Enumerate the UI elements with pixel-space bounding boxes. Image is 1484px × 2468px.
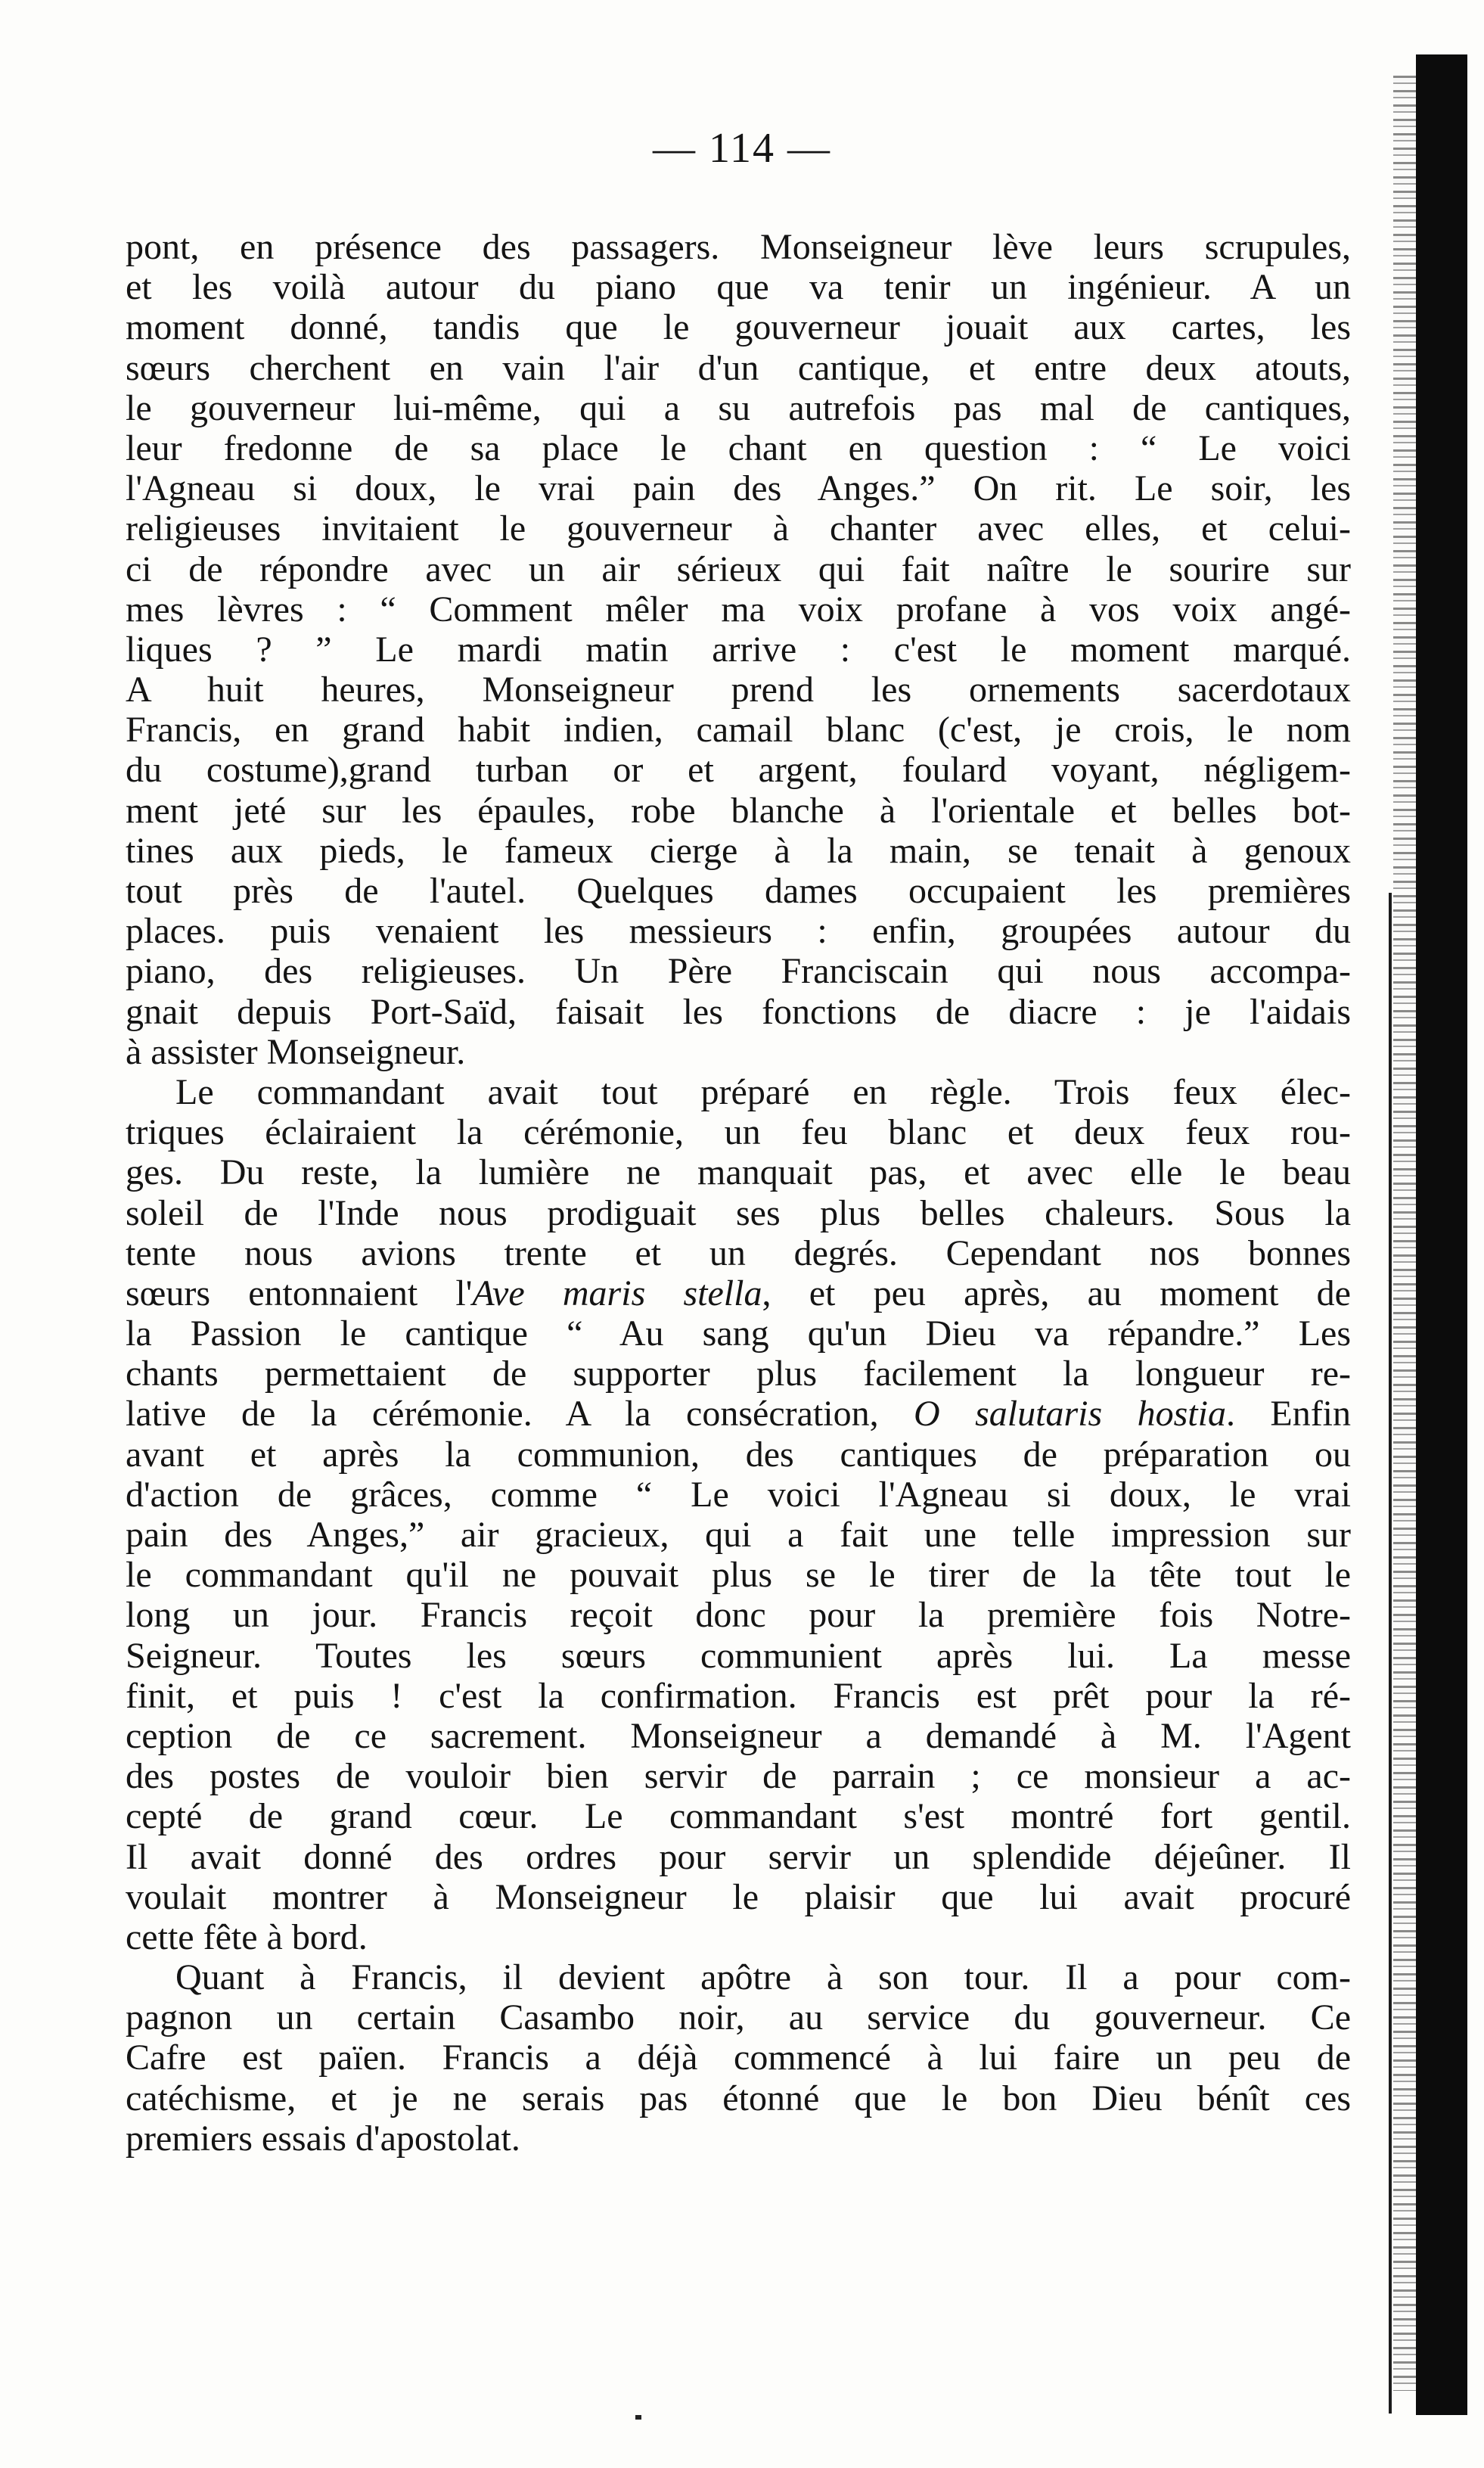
- body-text: [126, 227, 1351, 2159]
- text-line: cette fête à bord.: [126, 1916, 368, 1957]
- text-line: tines aux pieds, le fameux cierge à la main, se tenait à genoux: [126, 830, 1351, 871]
- paragraph: [126, 1072, 1351, 1957]
- text-line: leur fredonne de sa place le chant en question : “ Le voici: [126, 427, 1351, 468]
- page-number: — 114 —: [653, 125, 831, 172]
- text-line: l'Agneau si doux, le vrai pain des Anges.” On rit. Le soir, les: [126, 468, 1351, 509]
- text-line: ment jeté sur les épaules, robe blanche à l'orientale et belles bot-: [126, 790, 1351, 831]
- text-line: finit, et puis ! c'est la confirmation. Francis est prêt pour la ré-: [126, 1675, 1351, 1716]
- text-line: religieuses invitaient le gouverneur à chanter avec elles, et celui-: [126, 508, 1351, 549]
- text-line: gnait depuis Port-Saïd, faisait les fonctions de diacre : je l'aidais: [126, 991, 1351, 1032]
- paragraph: [126, 1957, 1351, 2159]
- text-line: premiers essais d'apostolat.: [126, 2118, 520, 2159]
- text-line: Quant à Francis, il devient apôtre à son tour. Il a pour com-: [175, 1957, 1351, 1998]
- text-line: mes lèvres : “ Comment mêler ma voix profane à vos voix angé-: [126, 589, 1351, 629]
- printer-mark: [635, 2415, 641, 2420]
- text-line: triques éclairaient la cérémonie, un feu blanc et deux feux rou-: [126, 1112, 1351, 1153]
- text-line: long un jour. Francis reçoit donc pour la première fois Notre-: [126, 1595, 1351, 1636]
- text-line: tout près de l'autel. Quelques dames occupaient les premières: [126, 871, 1351, 911]
- text-line: liques ? ” Le mardi matin arrive : c'est le moment marqué.: [126, 629, 1351, 670]
- text-line: le gouverneur lui-même, qui a su autrefois pas mal de cantiques,: [126, 387, 1351, 428]
- text-line: pont, en présence des passagers. Monseigneur lève leurs scrupules,: [126, 227, 1351, 267]
- text-line: ception de ce sacrement. Monseigneur a demandé à M. l'Agent: [126, 1715, 1351, 1756]
- text-line: voulait montrer à Monseigneur le plaisir que lui avait procuré: [126, 1876, 1351, 1917]
- text-line: ci de répondre avec un air sérieux qui fait naître le sourire sur: [126, 549, 1351, 589]
- text-line: catéchisme, et je ne serais pas étonné que le bon Dieu bénît ces: [126, 2078, 1351, 2118]
- text-line: pagnon un certain Casambo noir, au service du gouverneur. Ce: [126, 1997, 1351, 2038]
- text-line: Il avait donné des ordres pour servir un splendide déjeûner. Il: [126, 1836, 1351, 1877]
- text-line: Francis, en grand habit indien, camail blanc (c'est, je crois, le nom: [126, 710, 1351, 751]
- text-line: sœurs entonnaient l'Ave maris stella, et peu après, au moment de: [126, 1273, 1351, 1313]
- text-line: Cafre est païen. Francis a déjà commencé à lui faire un peu de: [126, 2037, 1351, 2078]
- text-line: moment donné, tandis que le gouverneur jouait aux cartes, les: [126, 307, 1351, 348]
- text-line: le commandant qu'il ne pouvait plus se le tirer de la tête tout le: [126, 1555, 1351, 1596]
- text-line: Le commandant avait tout préparé en règle. Trois feux élec-: [175, 1071, 1351, 1112]
- text-line: tente nous avions trente et un degrés. Cependant nos bonnes: [126, 1232, 1351, 1273]
- binding-edge-texture: [1393, 76, 1416, 2391]
- text-line: sœurs cherchent en vain l'air d'un cantique, et entre deux atouts,: [126, 347, 1351, 388]
- latin-phrase: Ave maris stella: [472, 1273, 762, 1313]
- text-line: places. puis venaient les messieurs : enfin, groupées autour du: [126, 911, 1351, 952]
- text-line: soleil de l'Inde nous prodiguait ses plus belles chaleurs. Sous la: [126, 1192, 1351, 1233]
- text-line: et les voilà autour du piano que va tenir un ingénieur. A un: [126, 267, 1351, 308]
- text-line: du costume),grand turban or et argent, foulard voyant, négligem-: [126, 750, 1351, 791]
- text-line: la Passion le cantique “ Au sang qu'un Dieu va répandre.” Les: [126, 1313, 1351, 1354]
- latin-phrase: O salutaris hostia: [914, 1394, 1226, 1434]
- paragraph: [126, 227, 1351, 1072]
- text-line: piano, des religieuses. Un Père Franciscain qui nous accompa-: [126, 951, 1351, 992]
- text-line: A huit heures, Monseigneur prend les ornements sacerdotaux: [126, 670, 1351, 710]
- text-line: ges. Du reste, la lumière ne manquait pas, et avec elle le beau: [126, 1152, 1351, 1193]
- text-line: avant et après la communion, des cantiques de préparation ou: [126, 1434, 1351, 1475]
- text-line: lative de la cérémonie. A la consécration, O salutaris hostia. Enfin: [126, 1394, 1352, 1434]
- text-line: pain des Anges,” air gracieux, qui a fait une telle impression sur: [126, 1515, 1351, 1555]
- text-line: cepté de grand cœur. Le commandant s'est montré fort gentil.: [126, 1796, 1351, 1837]
- page-edge-shadow: [1416, 54, 1467, 2415]
- text-line: chants permettaient de supporter plus facilement la longueur re-: [126, 1354, 1351, 1394]
- binding-edge-rule: [1389, 893, 1392, 2414]
- text-line: à assister Monseigneur.: [126, 1031, 466, 1072]
- text-line: d'action de grâces, comme “ Le voici l'Agneau si doux, le vrai: [126, 1474, 1351, 1515]
- text-line: Seigneur. Toutes les sœurs communient après lui. La messe: [126, 1635, 1351, 1676]
- text-line: des postes de vouloir bien servir de parrain ; ce monsieur a ac-: [126, 1756, 1351, 1797]
